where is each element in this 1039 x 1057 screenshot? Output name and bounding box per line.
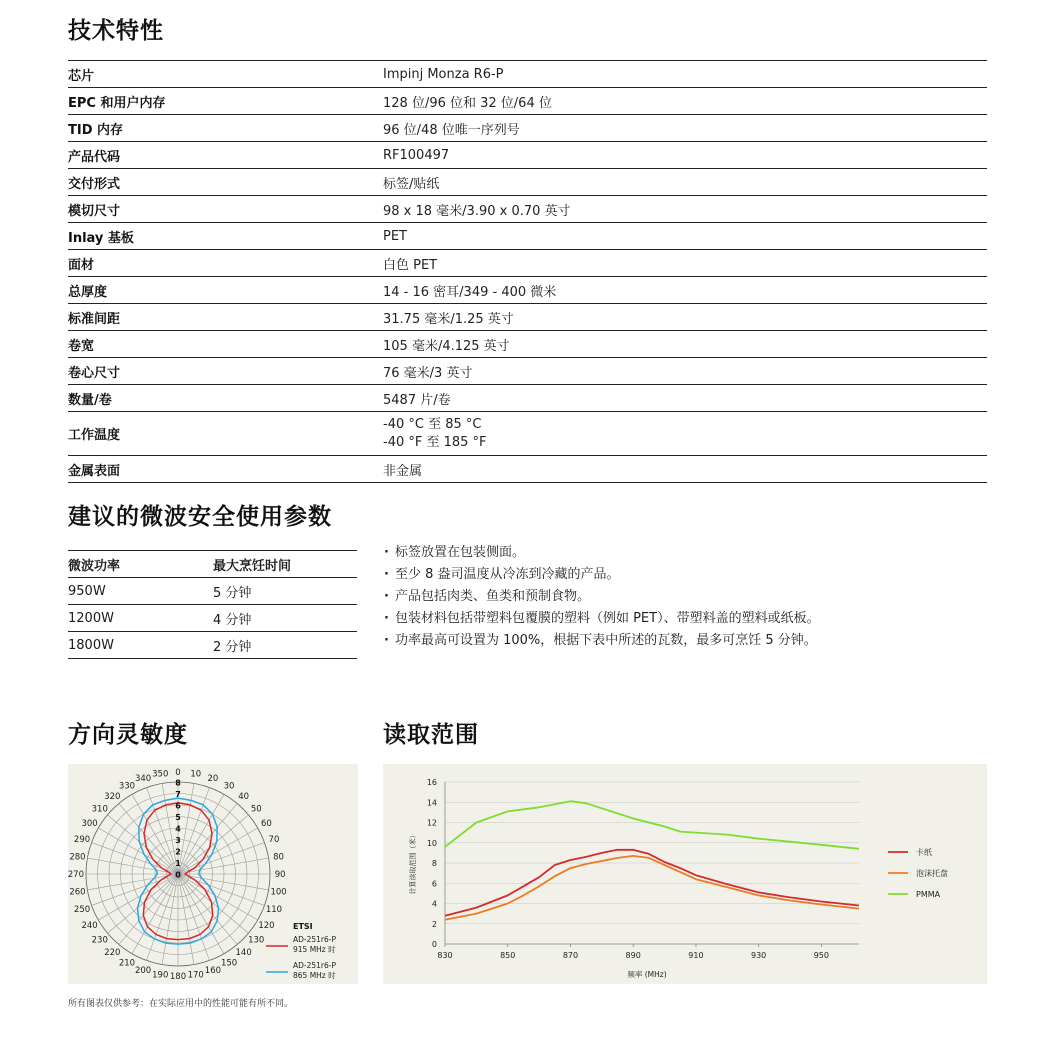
spec-value	[383, 416, 987, 452]
polar-angle-label: 310	[91, 804, 108, 815]
polar-angle-label: 290	[73, 835, 91, 846]
polar-angle-label: 270	[68, 870, 84, 880]
spec-row	[68, 250, 987, 277]
list-item: · 至少 8 盎司温度从冷冻到冷藏的产品。	[384, 564, 820, 586]
polar-radial-label: 3	[175, 836, 181, 845]
polar-angle-label: 150	[220, 958, 238, 969]
polar-angle-label: 320	[104, 791, 121, 802]
polar-angle-label: 110	[265, 904, 283, 915]
microwave-table	[68, 550, 357, 659]
legend-title: ETSI	[293, 922, 313, 931]
spec-value-line: -40 °F 至 185 °F	[383, 434, 487, 450]
spec-row	[68, 142, 987, 169]
polar-angle-label: 210	[118, 958, 136, 969]
spec-row	[68, 223, 987, 250]
spec-key: 卷宽	[68, 338, 95, 354]
polar-angle-label: 50	[250, 804, 262, 815]
spec-value: PET	[383, 228, 407, 244]
y-tick-label: 14	[426, 798, 437, 808]
line-chart-panel	[383, 764, 987, 984]
table-cell: 2 分钟	[213, 639, 252, 655]
polar-angle-label: 160	[204, 965, 222, 976]
spec-row	[68, 196, 987, 223]
polar-angle-label: 120	[258, 921, 275, 932]
legend-label: 卡纸	[916, 848, 932, 857]
polar-angle-label: 70	[268, 835, 280, 846]
polar-radial-label: 6	[175, 801, 181, 811]
spec-key: Inlay 基板	[68, 230, 134, 246]
spec-row	[68, 358, 987, 385]
polar-angle-label: 60	[261, 818, 272, 829]
spec-value: 白色 PET	[383, 257, 438, 273]
legend-label: 泡沫托盘	[916, 869, 948, 878]
spec-row	[68, 412, 987, 456]
table-cell: 1200W	[68, 610, 114, 626]
spec-value: Impinj Monza R6-P	[383, 66, 504, 82]
polar-radial-label: 1	[175, 859, 181, 868]
table-cell: 1800W	[68, 637, 114, 653]
polar-angle-label: 350	[152, 769, 169, 780]
disclaimer-note: 所有图表仅供参考：在实际应用中的性能可能有所不同。	[68, 999, 294, 1009]
table-header: 最大烹饪时间	[213, 558, 292, 574]
spec-value: 128 位/96 位和 32 位/64 位	[383, 95, 552, 111]
spec-row	[68, 304, 987, 331]
spec-value: 76 毫米/3 英寸	[383, 365, 473, 381]
table-header: 微波功率	[68, 558, 121, 574]
spec-key: 数量/卷	[68, 392, 112, 408]
spec-row	[68, 456, 987, 483]
polar-chart-panel	[68, 764, 358, 984]
spec-value: RF100497	[383, 147, 450, 163]
series-line	[445, 801, 859, 849]
spec-row	[68, 61, 987, 88]
list-item: · 产品包括肉类、鱼类和预制食物。	[384, 586, 820, 608]
spec-value: 96 位/48 位唯一序列号	[383, 122, 520, 138]
spec-value: 非金属	[383, 463, 423, 479]
legend-label: PMMA	[916, 890, 941, 899]
y-tick-label: 8	[431, 859, 437, 868]
polar-angle-label: 330	[118, 781, 136, 792]
spec-table	[68, 60, 987, 483]
spec-value: 标签/贴纸	[383, 176, 440, 192]
polar-angle-label: 140	[235, 948, 252, 959]
polar-angle-label: 280	[69, 852, 86, 863]
polar-angle-label: 30	[223, 781, 235, 792]
spec-value: 105 毫米/4.125 英寸	[383, 338, 510, 354]
y-tick-label: 12	[426, 818, 437, 828]
polar-angle-label: 80	[273, 852, 284, 863]
polar-angle-label: 190	[152, 970, 169, 981]
spec-value-line: -40 °C 至 85 °C	[383, 416, 482, 432]
table-row	[68, 632, 357, 659]
spec-key: 总厚度	[68, 284, 108, 300]
x-tick-label: 850	[500, 951, 516, 960]
y-axis-label: 计算读取范围（米）	[409, 831, 417, 895]
polar-angle-label: 20	[207, 774, 219, 785]
polar-chart	[68, 764, 358, 984]
y-tick-label: 2	[431, 919, 437, 929]
spec-value: 5487 片/卷	[383, 392, 451, 408]
legend-label: 915 MHz 时	[293, 945, 336, 954]
table-row	[68, 578, 357, 605]
y-tick-label: 16	[426, 778, 437, 787]
spec-value: 98 x 18 毫米/3.90 x 0.70 英寸	[383, 203, 571, 219]
polar-radial-label: 2	[175, 847, 181, 857]
table-cell: 4 分钟	[213, 612, 252, 628]
polar-radial-label: 7	[175, 790, 181, 799]
polar-angle-label: 220	[104, 948, 121, 959]
section-title-directional: 方向灵敏度	[68, 722, 188, 748]
spec-key: 卷心尺寸	[68, 365, 121, 381]
table-cell: 5 分钟	[213, 585, 252, 601]
spec-key: 交付形式	[68, 176, 121, 192]
section-title-range: 读取范围	[383, 722, 479, 748]
x-tick-label: 930	[750, 951, 767, 960]
polar-angle-label: 100	[270, 887, 287, 898]
series-line	[445, 856, 859, 920]
spec-row	[68, 88, 987, 115]
spec-row	[68, 169, 987, 196]
x-tick-label: 950	[813, 951, 830, 960]
spec-row	[68, 277, 987, 304]
spec-key: TID 内存	[68, 122, 124, 138]
spec-key: 模切尺寸	[68, 203, 121, 219]
table-header-row	[68, 551, 357, 578]
spec-row	[68, 115, 987, 142]
spec-key: EPC 和用户内存	[68, 95, 166, 111]
x-tick-label: 830	[437, 951, 453, 960]
list-item: · 包装材料包括带塑料包覆膜的塑料（例如 PET）、带塑料盖的塑料或纸板。	[384, 608, 820, 630]
section-title-microwave: 建议的微波安全使用参数	[68, 504, 332, 530]
x-axis-label: 频率 (MHz)	[627, 970, 667, 979]
polar-angle-label: 90	[274, 870, 286, 880]
legend-label: AD-251r6-P	[293, 935, 337, 944]
x-tick-label: 890	[625, 951, 641, 960]
spec-row	[68, 331, 987, 358]
usage-notes-list	[384, 542, 820, 652]
polar-angle-label: 200	[134, 965, 152, 976]
polar-angle-label: 300	[81, 818, 98, 829]
table-row	[68, 605, 357, 632]
y-tick-label: 6	[431, 879, 437, 889]
spec-key: 工作温度	[68, 428, 121, 443]
list-item: · 功率最高可设置为 100%，根据下表中所述的瓦数，最多可烹饪 5 分钟。	[384, 630, 820, 652]
spec-row	[68, 385, 987, 412]
y-tick-label: 10	[426, 838, 437, 848]
legend-label: AD-251r6-P	[293, 961, 337, 970]
polar-radial-label: 4	[175, 824, 181, 834]
list-item: · 标签放置在包装侧面。	[384, 542, 820, 564]
y-tick-label: 4	[431, 899, 437, 909]
polar-angle-label: 130	[248, 935, 265, 946]
spec-key: 产品代码	[68, 149, 121, 165]
polar-angle-label: 40	[238, 791, 250, 802]
table-cell: 950W	[68, 583, 106, 599]
spec-key: 标准间距	[68, 311, 121, 327]
spec-value: 31.75 毫米/1.25 英寸	[383, 311, 514, 327]
polar-radial-label: 0	[175, 870, 181, 880]
x-tick-label: 910	[688, 951, 704, 960]
polar-angle-label: 250	[73, 904, 91, 915]
polar-angle-label: 230	[91, 935, 108, 946]
polar-angle-label: 260	[69, 887, 86, 898]
x-tick-label: 870	[562, 951, 579, 960]
polar-radial-label: 8	[175, 778, 181, 788]
spec-key: 金属表面	[68, 463, 121, 479]
spec-key: 芯片	[68, 68, 95, 84]
polar-angle-label: 0	[175, 767, 181, 778]
section-title-tech: 技术特性	[68, 18, 164, 44]
polar-angle-label: 10	[190, 769, 202, 780]
polar-radial-label: 5	[175, 813, 181, 822]
polar-angle-label: 170	[187, 970, 204, 981]
read-range-chart	[383, 764, 987, 984]
spec-key: 面材	[68, 257, 95, 273]
spec-value: 14 - 16 密耳/349 - 400 微米	[383, 284, 557, 300]
polar-angle-label: 240	[81, 921, 98, 932]
polar-angle-label: 340	[134, 774, 152, 785]
legend-label: 865 MHz 时	[293, 971, 336, 980]
y-tick-label: 0	[431, 940, 437, 949]
polar-angle-label: 180	[169, 972, 187, 983]
